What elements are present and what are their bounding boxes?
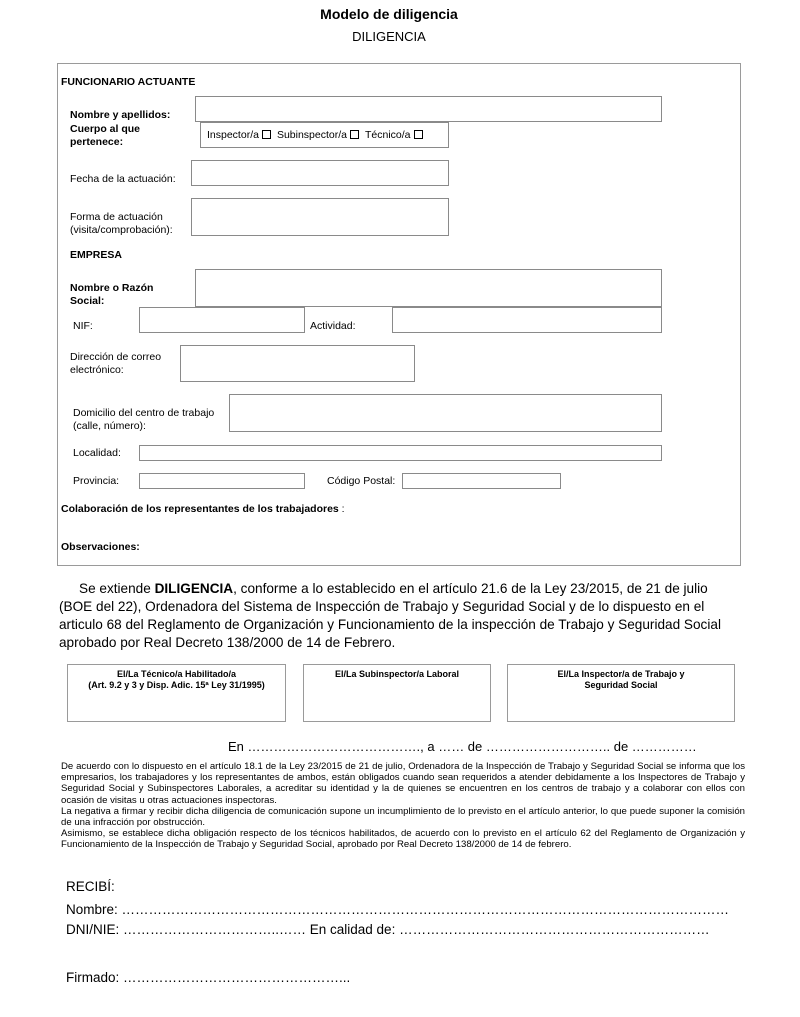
diligencia-pre: Se extiende bbox=[79, 581, 155, 596]
label-colaboracion: Colaboración de los representantes de los trabajadores bbox=[61, 503, 339, 515]
place-date-line: En …………………………………., a …… de ……………………….. de …………… bbox=[228, 739, 697, 754]
label-forma-actuacion: Forma de actuación (visita/comprobación): bbox=[70, 211, 173, 236]
signature-box-inspector[interactable] bbox=[507, 664, 735, 722]
domicilio-field[interactable] bbox=[229, 394, 662, 432]
receipt-dni-line: DNI/NIE: ……………………………..…… En calidad de: …………………………………………………………… bbox=[66, 922, 710, 937]
tecnico-checkbox[interactable] bbox=[414, 130, 423, 139]
label-nif: NIF: bbox=[73, 320, 93, 332]
legal-paragraph: La negativa a firmar y recibir dicha diligencia de comunicación supone un incumplimiento de lo previsto en el artículo anterior, lo que puede suponer la comisión de una infracción por obstrucción. bbox=[61, 805, 745, 829]
option-subinspector-label: Subinspector/a bbox=[276, 129, 347, 141]
label-correo: Dirección de correo electrónico: bbox=[70, 351, 162, 376]
option-tecnico-label: Técnico/a bbox=[365, 129, 411, 141]
section-title-empresa: EMPRESA bbox=[70, 249, 122, 261]
label-actividad: Actividad: bbox=[310, 320, 356, 332]
signature-tecnico-line2: (Art. 9.2 y 3 y Disp. Adic. 15ª Ley 31/1995) bbox=[88, 680, 265, 690]
document-title: Modelo de diligencia bbox=[320, 6, 458, 22]
label-fecha-actuacion: Fecha de la actuación: bbox=[70, 173, 176, 185]
actividad-field[interactable] bbox=[392, 307, 662, 333]
legal-paragraph: De acuerdo con lo dispuesto en el artículo 18.1 de la Ley 23/2015 de 21 de julio, Ordenadora de la Inspección de Trabajo y Seguridad Social se informa que los empresarios, los trabajadores y los representantes de ambos, están obligados cuando sean requeridos a atender debidamente a los Inspectores de Trabajo y Seguridad Social y Subinspectores Laborales, a acreditar su identidad y la de quienes se encuentren en los centros de trabajo y a colaborar con ellos con ocasión de visitas u otras actuaciones inspectoras. bbox=[61, 761, 745, 806]
label-nombre-apellidos: Nombre y apellidos: bbox=[70, 109, 171, 121]
localidad-field[interactable] bbox=[139, 445, 662, 461]
diligencia-post: , conforme a lo establecido en el artículo 21.6 de la Ley 23/2015, de 21 de julio (BOE del 22), Ordenadora del Sistema de Inspección de Trabajo y Seguridad Social y de lo dispuesto en el articulo 68 del Reglamento de Organización y Funcionamiento de la inspección de Trabajo y Seguridad Social aprobado por Real Decreto 138/2000 de 14 de Febrero. bbox=[59, 581, 721, 650]
signature-inspector-line1: El/La Inspector/a de Trabajo y bbox=[557, 669, 685, 679]
label-provincia: Provincia: bbox=[73, 475, 120, 487]
signature-subinspector-line1: El/La Subinspector/a Laboral bbox=[334, 669, 460, 679]
cuerpo-checkbox-group bbox=[200, 122, 449, 148]
label-observaciones: Observaciones: bbox=[61, 541, 140, 553]
legal-notice bbox=[61, 761, 745, 851]
signature-tecnico-line1: El/La Técnico/a Habilitado/a bbox=[116, 669, 237, 679]
diligencia-bold: DILIGENCIA bbox=[154, 581, 234, 596]
nif-field[interactable] bbox=[139, 307, 305, 333]
label-codigo-postal: Código Postal: bbox=[327, 475, 396, 487]
colaboracion-suffix: : bbox=[338, 503, 345, 515]
codigo-postal-field[interactable] bbox=[402, 473, 561, 489]
fecha-actuacion-field[interactable] bbox=[191, 160, 449, 186]
subinspector-checkbox[interactable] bbox=[350, 130, 359, 139]
diligencia-paragraph bbox=[59, 580, 743, 652]
label-razon-social: Nombre o Razón Social: bbox=[70, 282, 154, 307]
label-localidad: Localidad: bbox=[73, 447, 121, 459]
section-title-funcionario: FUNCIONARIO ACTUANTE bbox=[61, 76, 196, 88]
label-cuerpo: Cuerpo al que pertenece: bbox=[70, 123, 141, 148]
option-inspector-label: Inspector/a bbox=[207, 129, 259, 141]
colaboracion-line bbox=[61, 503, 345, 516]
inspector-checkbox[interactable] bbox=[262, 130, 271, 139]
receipt-nombre-line: Nombre: ……………………………………………………………………………………………………………………… bbox=[66, 902, 730, 917]
razon-social-field[interactable] bbox=[195, 269, 662, 307]
nombre-apellidos-field[interactable] bbox=[195, 96, 662, 122]
signature-box-subinspector[interactable] bbox=[303, 664, 491, 722]
legal-paragraph: Asimismo, se establece dicha obligación respecto de los técnicos habilitados, de acuerdo con lo previsto en el artículo 62 del Reglamento de Organización y Funcionamiento de la Inspección de Trabajo y Seguridad Social, aprobado por Real Decreto 138/2000 de 14 de febrero. bbox=[61, 828, 745, 851]
correo-field[interactable] bbox=[180, 345, 415, 382]
signature-box-tecnico[interactable] bbox=[67, 664, 286, 722]
recibi-heading: RECIBÍ: bbox=[66, 879, 115, 894]
label-domicilio: Domicilio del centro de trabajo (calle, número): bbox=[73, 407, 215, 432]
receipt-firmado-line: Firmado: …………………………………………... bbox=[66, 970, 351, 985]
provincia-field[interactable] bbox=[139, 473, 305, 489]
forma-actuacion-field[interactable] bbox=[191, 198, 449, 236]
signature-inspector-line2: Seguridad Social bbox=[584, 680, 658, 690]
document-subtitle: DILIGENCIA bbox=[352, 29, 426, 44]
